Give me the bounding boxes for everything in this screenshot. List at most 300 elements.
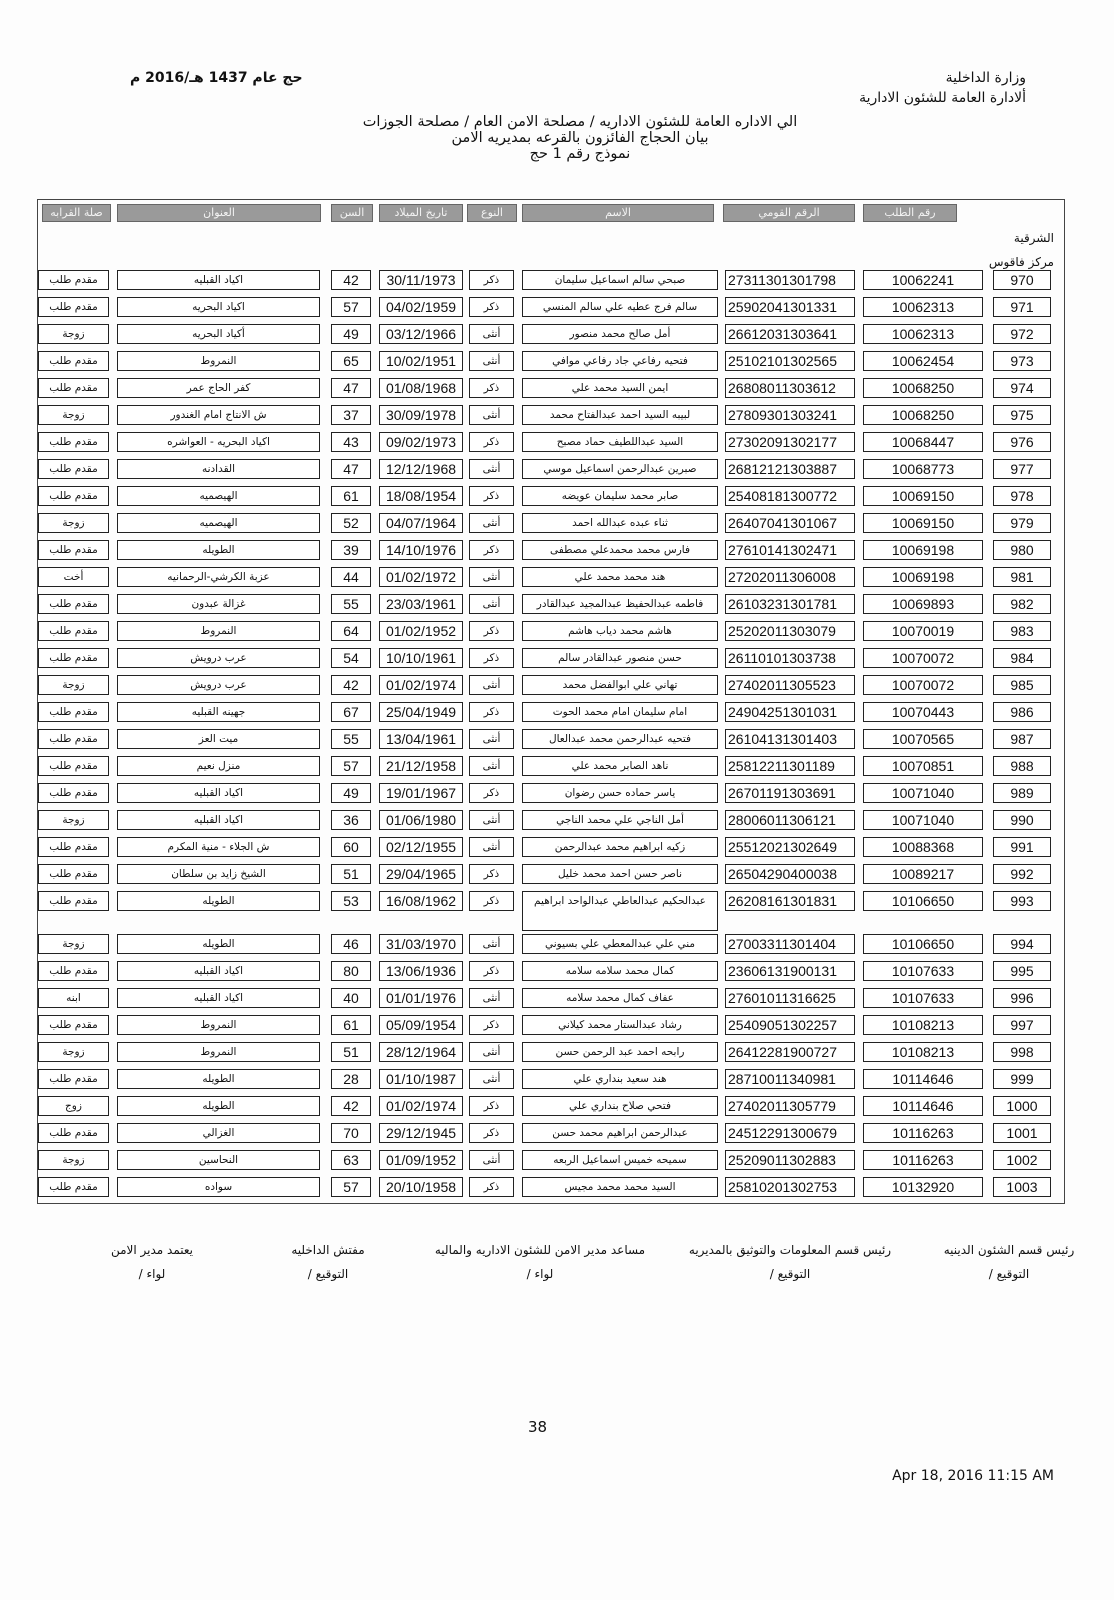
table-row: [0, 1176, 1114, 1199]
national-id-cell: 26812121303887: [725, 459, 855, 479]
birth-date-cell: 29/04/1965: [379, 864, 463, 884]
signature-line: لواء /: [138, 1267, 166, 1281]
hajj-year: حج عام 1437 هـ/2016 م: [130, 70, 303, 86]
sequence-cell: 983: [993, 621, 1051, 641]
col-header-gender: النوع: [467, 204, 517, 222]
relation-cell: مقدم طلب: [38, 594, 109, 614]
birth-date-cell: 31/03/1970: [379, 934, 463, 954]
table-row: [0, 809, 1114, 832]
gender-cell: أنثى: [469, 1150, 514, 1170]
birth-date-cell: 01/02/1974: [379, 675, 463, 695]
national-id-cell: 27003311301404: [725, 934, 855, 954]
age-cell: 44: [331, 567, 371, 587]
national-id-cell: 28710011340981: [725, 1069, 855, 1089]
national-id-cell: 26110101303738: [725, 648, 855, 668]
age-cell: 40: [331, 988, 371, 1008]
national-id-cell: 26103231301781: [725, 594, 855, 614]
request-no-cell: 10069150: [863, 486, 983, 506]
request-no-cell: 10069198: [863, 567, 983, 587]
sequence-cell: 997: [993, 1015, 1051, 1035]
signature-information-dept: [665, 1238, 915, 1286]
age-cell: 46: [331, 934, 371, 954]
age-cell: 52: [331, 513, 371, 533]
relation-cell: مقدم طلب: [38, 1123, 109, 1143]
national-id-cell: 26808011303612: [725, 378, 855, 398]
table-row: [0, 987, 1114, 1010]
relation-cell: مقدم طلب: [38, 783, 109, 803]
request-no-cell: 10062454: [863, 351, 983, 371]
relation-cell: مقدم طلب: [38, 648, 109, 668]
birth-date-cell: 30/09/1978: [379, 405, 463, 425]
signature-security-director: [92, 1238, 212, 1286]
table-row: [0, 1068, 1114, 1091]
sequence-cell: 976: [993, 432, 1051, 452]
age-cell: 37: [331, 405, 371, 425]
gender-cell: أنثى: [469, 675, 514, 695]
national-id-cell: 27601011316625: [725, 988, 855, 1008]
request-no-cell: 10069893: [863, 594, 983, 614]
table-row: [0, 755, 1114, 778]
relation-cell: مقدم طلب: [38, 378, 109, 398]
birth-date-cell: 01/02/1972: [379, 567, 463, 587]
gender-cell: ذكر: [469, 486, 514, 506]
sequence-cell: 986: [993, 702, 1051, 722]
relation-cell: أخت: [38, 567, 109, 587]
name-cell: زكيه ابراهيم محمد عبدالرحمن: [522, 837, 718, 857]
relation-cell: مقدم طلب: [38, 864, 109, 884]
department-name: ألادارة العامة للشئون الادارية: [859, 90, 1026, 106]
age-cell: 36: [331, 810, 371, 830]
national-id-cell: 27302091302177: [725, 432, 855, 452]
sequence-cell: 992: [993, 864, 1051, 884]
table-row: [0, 836, 1114, 859]
sequence-cell: 974: [993, 378, 1051, 398]
gender-cell: ذكر: [469, 1096, 514, 1116]
name-cell: ياسر حماده حسن رضوان: [522, 783, 718, 803]
address-cell: اكياد البحريه - العواشره: [117, 432, 320, 452]
request-no-cell: 10062313: [863, 324, 983, 344]
age-cell: 55: [331, 594, 371, 614]
age-cell: 53: [331, 891, 371, 911]
document-heading: [300, 114, 860, 162]
age-cell: 61: [331, 486, 371, 506]
address-cell: ميت العز: [117, 729, 320, 749]
national-id-cell: 26208161301831: [725, 891, 855, 911]
address-cell: القدادنه: [117, 459, 320, 479]
relation-cell: مقدم طلب: [38, 891, 109, 911]
signature-line: التوقيع /: [988, 1267, 1030, 1281]
request-no-cell: 10062313: [863, 297, 983, 317]
sequence-cell: 996: [993, 988, 1051, 1008]
relation-cell: مقدم طلب: [38, 540, 109, 560]
name-cell: سالم فرج عطيه علي سالم المنسي: [522, 297, 718, 317]
table-row: [0, 960, 1114, 983]
birth-date-cell: 09/02/1973: [379, 432, 463, 452]
name-cell: عفاف كمال محمد سلامه: [522, 988, 718, 1008]
gender-cell: أنثى: [469, 594, 514, 614]
signature-religious-affairs: [934, 1238, 1084, 1286]
sequence-cell: 994: [993, 934, 1051, 954]
table-row: [0, 296, 1114, 319]
address-cell: أكياد البحريه: [117, 324, 320, 344]
relation-cell: مقدم طلب: [38, 702, 109, 722]
relation-cell: مقدم طلب: [38, 459, 109, 479]
governorate-label: الشرقية: [1013, 231, 1054, 245]
address-cell: جهينه القبليه: [117, 702, 320, 722]
sequence-cell: 982: [993, 594, 1051, 614]
gender-cell: ذكر: [469, 702, 514, 722]
gender-cell: ذكر: [469, 864, 514, 884]
national-id-cell: 26407041301067: [725, 513, 855, 533]
table-row: [0, 890, 1114, 933]
national-id-cell: 26104131301403: [725, 729, 855, 749]
request-no-cell: 10107633: [863, 961, 983, 981]
name-cell: امام سليمان امام محمد الحوت: [522, 702, 718, 722]
age-cell: 54: [331, 648, 371, 668]
address-cell: النمروط: [117, 1015, 320, 1035]
birth-date-cell: 20/10/1958: [379, 1177, 463, 1197]
table-row: [0, 458, 1114, 481]
gender-cell: أنثى: [469, 988, 514, 1008]
sequence-cell: 987: [993, 729, 1051, 749]
address-cell: الطويله: [117, 934, 320, 954]
gender-cell: ذكر: [469, 378, 514, 398]
name-cell: لبيبه السيد احمد عبدالفتاح محمد: [522, 405, 718, 425]
address-cell: اكياد القبليه: [117, 783, 320, 803]
birth-date-cell: 23/03/1961: [379, 594, 463, 614]
name-cell: فتحيه عبدالرحمن محمد عبدالعال: [522, 729, 718, 749]
table-row: [0, 512, 1114, 535]
table-row: [0, 782, 1114, 805]
relation-cell: زوج: [38, 1096, 109, 1116]
subject-line: بيان الحجاج الفائزون بالقرعه بمديريه الامن: [451, 130, 709, 146]
request-no-cell: 10071040: [863, 810, 983, 830]
sequence-cell: 990: [993, 810, 1051, 830]
birth-date-cell: 04/02/1959: [379, 297, 463, 317]
table-row: [0, 593, 1114, 616]
gender-cell: أنثى: [469, 837, 514, 857]
address-cell: اكياد القبليه: [117, 988, 320, 1008]
address-cell: الطويله: [117, 1096, 320, 1116]
national-id-cell: 25209011302883: [725, 1150, 855, 1170]
sequence-cell: 978: [993, 486, 1051, 506]
table-row: [0, 269, 1114, 292]
sequence-cell: 985: [993, 675, 1051, 695]
signature-title: مساعد مدير الامن للشئون الاداريه والماليه: [434, 1243, 646, 1257]
birth-date-cell: 01/10/1987: [379, 1069, 463, 1089]
birth-date-cell: 01/09/1952: [379, 1150, 463, 1170]
name-cell: ايمن السيد محمد علي: [522, 378, 718, 398]
address-cell: عرب درويش: [117, 675, 320, 695]
age-cell: 51: [331, 1042, 371, 1062]
request-no-cell: 10068773: [863, 459, 983, 479]
request-no-cell: 10116263: [863, 1150, 983, 1170]
name-cell: هند سعيد بنداري علي: [522, 1069, 718, 1089]
sequence-cell: 989: [993, 783, 1051, 803]
table-row: [0, 404, 1114, 427]
address-cell: النحاسين: [117, 1150, 320, 1170]
relation-cell: مقدم طلب: [38, 837, 109, 857]
age-cell: 39: [331, 540, 371, 560]
signature-line: التوقيع /: [769, 1267, 811, 1281]
sequence-cell: 998: [993, 1042, 1051, 1062]
page-number: 38: [528, 1418, 548, 1436]
age-cell: 51: [331, 864, 371, 884]
national-id-cell: 25408181300772: [725, 486, 855, 506]
age-cell: 43: [331, 432, 371, 452]
age-cell: 60: [331, 837, 371, 857]
name-cell: ثناء عبده عبدالله احمد: [522, 513, 718, 533]
table-row: [0, 647, 1114, 670]
gender-cell: ذكر: [469, 961, 514, 981]
national-id-cell: 27402011305523: [725, 675, 855, 695]
relation-cell: مقدم طلب: [38, 486, 109, 506]
request-no-cell: 10089217: [863, 864, 983, 884]
national-id-cell: 25812211301189: [725, 756, 855, 776]
request-no-cell: 10116263: [863, 1123, 983, 1143]
name-cell: رابحه احمد عبد الرحمن حسن: [522, 1042, 718, 1062]
request-no-cell: 10114646: [863, 1069, 983, 1089]
request-no-cell: 10106650: [863, 891, 983, 911]
name-cell: أمل صالح محمد منصور: [522, 324, 718, 344]
table-row: [0, 863, 1114, 886]
age-cell: 57: [331, 756, 371, 776]
age-cell: 47: [331, 459, 371, 479]
name-cell: ناهد الصابر محمد علي: [522, 756, 718, 776]
request-no-cell: 10062241: [863, 270, 983, 290]
col-header-national-id: الرقم القومي: [723, 204, 855, 222]
gender-cell: أنثى: [469, 324, 514, 344]
relation-cell: مقدم طلب: [38, 432, 109, 452]
table-row: [0, 485, 1114, 508]
sequence-cell: 975: [993, 405, 1051, 425]
request-no-cell: 10070565: [863, 729, 983, 749]
address-cell: الهيصميه: [117, 513, 320, 533]
relation-cell: زوجة: [38, 810, 109, 830]
ministry-name: وزارة الداخلية: [945, 70, 1026, 86]
age-cell: 65: [331, 351, 371, 371]
relation-cell: مقدم طلب: [38, 621, 109, 641]
gender-cell: أنثى: [469, 1042, 514, 1062]
sequence-cell: 1001: [993, 1123, 1051, 1143]
name-cell: السيد محمد محمد مجيس: [522, 1177, 718, 1197]
birth-date-cell: 03/12/1966: [379, 324, 463, 344]
relation-cell: مقدم طلب: [38, 270, 109, 290]
birth-date-cell: 13/04/1961: [379, 729, 463, 749]
request-no-cell: 10114646: [863, 1096, 983, 1116]
age-cell: 57: [331, 297, 371, 317]
request-no-cell: 10069198: [863, 540, 983, 560]
gender-cell: أنثى: [469, 459, 514, 479]
national-id-cell: 25810201302753: [725, 1177, 855, 1197]
sequence-cell: 995: [993, 961, 1051, 981]
age-cell: 49: [331, 324, 371, 344]
birth-date-cell: 28/12/1964: [379, 1042, 463, 1062]
national-id-cell: 24904251301031: [725, 702, 855, 722]
sequence-cell: 981: [993, 567, 1051, 587]
national-id-cell: 24512291300679: [725, 1123, 855, 1143]
birth-date-cell: 18/08/1954: [379, 486, 463, 506]
request-no-cell: 10070072: [863, 648, 983, 668]
name-cell: السيد عبداللطيف حماد مصبح: [522, 432, 718, 452]
gender-cell: ذكر: [469, 783, 514, 803]
age-cell: 63: [331, 1150, 371, 1170]
sequence-cell: 993: [993, 891, 1051, 911]
col-header-address: العنوان: [117, 204, 321, 222]
request-no-cell: 10070072: [863, 675, 983, 695]
age-cell: 64: [331, 621, 371, 641]
sequence-cell: 999: [993, 1069, 1051, 1089]
age-cell: 47: [331, 378, 371, 398]
national-id-cell: 25102101302565: [725, 351, 855, 371]
national-id-cell: 25512021302649: [725, 837, 855, 857]
sequence-cell: 973: [993, 351, 1051, 371]
name-cell: كمال محمد سلامه سلامه: [522, 961, 718, 981]
birth-date-cell: 14/10/1976: [379, 540, 463, 560]
address-cell: ش الانتاج امام الغندور: [117, 405, 320, 425]
sequence-cell: 977: [993, 459, 1051, 479]
table-row: [0, 1041, 1114, 1064]
name-cell: فاطمه عبدالحفيظ عبدالمجيد عبدالقادر: [522, 594, 718, 614]
sequence-cell: 972: [993, 324, 1051, 344]
gender-cell: ذكر: [469, 540, 514, 560]
national-id-cell: 28006011306121: [725, 810, 855, 830]
signature-title: يعتمد مدير الامن: [110, 1243, 194, 1257]
table-row: [0, 1149, 1114, 1172]
name-cell: أمل الناجي علي محمد الناجي: [522, 810, 718, 830]
age-cell: 61: [331, 1015, 371, 1035]
sequence-cell: 971: [993, 297, 1051, 317]
name-cell: رشاد عبدالستار محمد كيلاني: [522, 1015, 718, 1035]
age-cell: 42: [331, 270, 371, 290]
age-cell: 57: [331, 1177, 371, 1197]
relation-cell: زوجة: [38, 405, 109, 425]
table-row: [0, 1014, 1114, 1037]
age-cell: 42: [331, 675, 371, 695]
name-cell: سميحه خميس اسماعيل الربعه: [522, 1150, 718, 1170]
address-cell: الطويله: [117, 540, 320, 560]
address-cell: عرب درويش: [117, 648, 320, 668]
signature-line: التوقيع /: [307, 1267, 349, 1281]
relation-cell: ابنه: [38, 988, 109, 1008]
national-id-cell: 25202011303079: [725, 621, 855, 641]
table-row: [0, 701, 1114, 724]
age-cell: 67: [331, 702, 371, 722]
name-cell: صبرين عبدالرحمن اسماعيل موسي: [522, 459, 718, 479]
col-header-request-no: رقم الطلب: [863, 204, 957, 222]
request-no-cell: 10108213: [863, 1015, 983, 1035]
address-cell: ش الجلاء - منية المكرم: [117, 837, 320, 857]
gender-cell: أنثى: [469, 934, 514, 954]
table-row: [0, 350, 1114, 373]
gender-cell: أنثى: [469, 405, 514, 425]
col-header-name: الاسم: [522, 204, 714, 222]
birth-date-cell: 01/06/1980: [379, 810, 463, 830]
birth-date-cell: 10/10/1961: [379, 648, 463, 668]
national-id-cell: 27202011306008: [725, 567, 855, 587]
signature-title: رئيس قسم المعلومات والتوثيق بالمديريه: [688, 1243, 892, 1257]
signature-interior-inspector: [268, 1238, 388, 1286]
relation-cell: مقدم طلب: [38, 729, 109, 749]
gender-cell: ذكر: [469, 432, 514, 452]
address-cell: عزبة الكرشي-الرحمانيه: [117, 567, 320, 587]
address-cell: الشيخ زايد بن سلطان: [117, 864, 320, 884]
gender-cell: ذكر: [469, 1015, 514, 1035]
relation-cell: زوجة: [38, 324, 109, 344]
relation-cell: مقدم طلب: [38, 1177, 109, 1197]
gender-cell: أنثى: [469, 513, 514, 533]
birth-date-cell: 02/12/1955: [379, 837, 463, 857]
national-id-cell: 26701191303691: [725, 783, 855, 803]
relation-cell: زوجة: [38, 1150, 109, 1170]
request-no-cell: 10068250: [863, 405, 983, 425]
relation-cell: مقدم طلب: [38, 1015, 109, 1035]
address-cell: غزالة عبدون: [117, 594, 320, 614]
address-cell: اكياد القبليه: [117, 810, 320, 830]
relation-cell: زوجة: [38, 675, 109, 695]
signature-title: رئيس قسم الشئون الدينيه: [943, 1243, 1075, 1257]
gender-cell: أنثى: [469, 756, 514, 776]
addressee-line: الي الاداره العامة للشئون الاداريه / مصلحة الامن العام / مصلحة الجوزات: [362, 114, 798, 130]
gender-cell: أنثى: [469, 1069, 514, 1089]
table-row: [0, 323, 1114, 346]
table-row: [0, 539, 1114, 562]
sequence-cell: 980: [993, 540, 1051, 560]
national-id-cell: 27610141302471: [725, 540, 855, 560]
col-header-birth-date: تاريخ الميلاد: [379, 204, 463, 222]
signature-assistant-director: [410, 1238, 670, 1286]
ministry-header: [859, 68, 1026, 108]
request-no-cell: 10132920: [863, 1177, 983, 1197]
sequence-cell: 970: [993, 270, 1051, 290]
gender-cell: ذكر: [469, 270, 514, 290]
name-cell: عبدالحكيم عبدالعاطي عبدالواحد ابراهيم: [522, 891, 718, 931]
age-cell: 42: [331, 1096, 371, 1116]
birth-date-cell: 04/07/1964: [379, 513, 463, 533]
address-cell: اكياد البحريه: [117, 297, 320, 317]
sequence-cell: 988: [993, 756, 1051, 776]
address-cell: الطويله: [117, 891, 320, 911]
col-header-age: السن: [331, 204, 373, 222]
table-row: [0, 431, 1114, 454]
request-no-cell: 10106650: [863, 934, 983, 954]
address-cell: كفر الحاج عمر: [117, 378, 320, 398]
name-cell: صبحي سالم اسماعيل سليمان: [522, 270, 718, 290]
address-cell: الطويله: [117, 1069, 320, 1089]
relation-cell: زوجة: [38, 513, 109, 533]
sequence-cell: 984: [993, 648, 1051, 668]
address-cell: اكياد القبليه: [117, 961, 320, 981]
gender-cell: أنثى: [469, 567, 514, 587]
age-cell: 80: [331, 961, 371, 981]
name-cell: تهاني علي ابوالفضل محمد: [522, 675, 718, 695]
relation-cell: مقدم طلب: [38, 297, 109, 317]
national-id-cell: 27402011305779: [725, 1096, 855, 1116]
national-id-cell: 26504290400038: [725, 864, 855, 884]
request-no-cell: 10071040: [863, 783, 983, 803]
table-row: [0, 566, 1114, 589]
name-cell: عبدالرحمن ابراهيم محمد حسن: [522, 1123, 718, 1143]
sequence-cell: 979: [993, 513, 1051, 533]
request-no-cell: 10070019: [863, 621, 983, 641]
address-cell: النمروط: [117, 621, 320, 641]
age-cell: 70: [331, 1123, 371, 1143]
address-cell: الهيصميه: [117, 486, 320, 506]
relation-cell: مقدم طلب: [38, 756, 109, 776]
name-cell: صابر محمد سليمان عويضه: [522, 486, 718, 506]
gender-cell: ذكر: [469, 621, 514, 641]
national-id-cell: 23606131900131: [725, 961, 855, 981]
